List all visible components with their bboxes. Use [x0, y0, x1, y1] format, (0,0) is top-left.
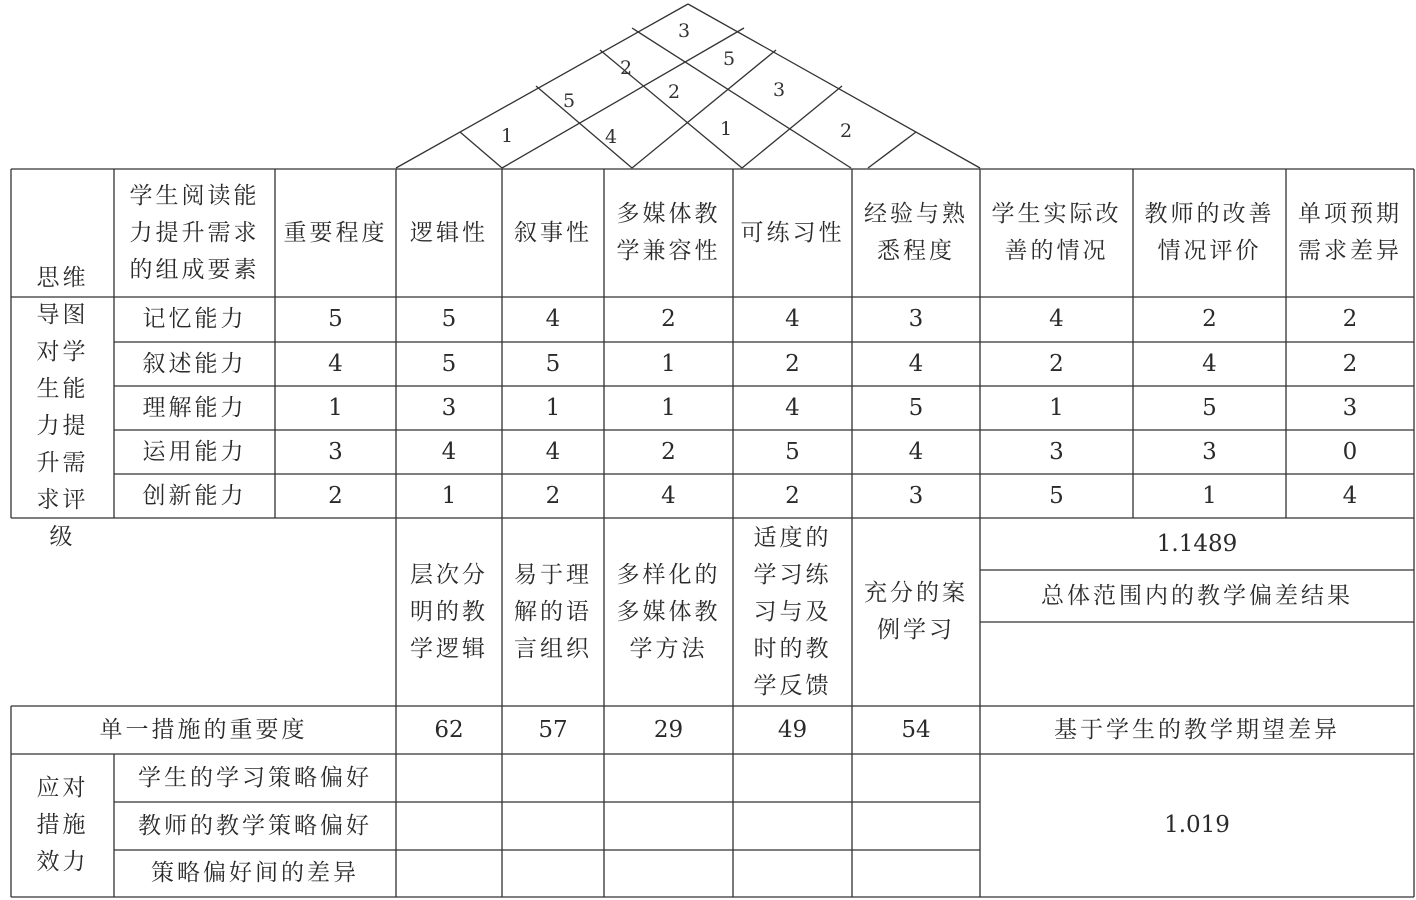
rating-value: 2 — [1049, 350, 1064, 377]
rating-value: 5 — [441, 306, 457, 332]
evaluation-header: 单项预期需求差异 — [1298, 201, 1402, 264]
rating-value: 3 — [908, 306, 924, 332]
technical-header: 逻辑性 — [410, 219, 488, 246]
rating-value: 1 — [545, 394, 561, 421]
rating-value: 2 — [661, 306, 676, 332]
requirement-row-label: 记忆能力 — [142, 306, 247, 332]
rating-value: 1 — [661, 394, 676, 421]
measure-importance-value: 57 — [538, 716, 568, 743]
evaluation-header: 教师的改善情况评价 — [1144, 201, 1275, 264]
measure-label: 充分的案例学习 — [864, 580, 968, 643]
rating-group-label: 思维导图对学生能力提升需求评级 — [36, 264, 89, 550]
technical-header: 叙事性 — [514, 219, 592, 246]
rating-value: 5 — [328, 306, 343, 332]
rating-value: 4 — [1202, 350, 1217, 377]
measure-label: 多样化的多媒体教学方法 — [616, 561, 721, 662]
rating-value: 4 — [545, 306, 561, 332]
rating-value: 2 — [785, 482, 800, 509]
rating-value: 2 — [328, 482, 343, 509]
rating-value: 3 — [1049, 438, 1064, 465]
rating-value: 2 — [545, 482, 561, 509]
rating-value: 4 — [545, 438, 561, 465]
roof-value: 5 — [562, 90, 576, 112]
roof-value: 1 — [719, 118, 733, 140]
rating-value: 1 — [1049, 394, 1064, 421]
requirement-row-label: 创新能力 — [142, 482, 247, 509]
roof-value: 5 — [722, 48, 736, 70]
rating-value: 4 — [785, 306, 800, 332]
requirement-header: 学生阅读能力提升需求的组成要素 — [129, 182, 260, 283]
rating-value: 4 — [1049, 306, 1064, 332]
roof-value: 3 — [772, 79, 786, 101]
rating-value: 5 — [441, 350, 457, 377]
rating-value: 3 — [441, 394, 457, 421]
rating-value: 2 — [1342, 306, 1358, 332]
preference-row-label: 教师的教学策略偏好 — [138, 812, 372, 839]
roof-value: 2 — [667, 81, 681, 103]
rating-value: 5 — [545, 350, 561, 377]
rating-value: 1 — [328, 394, 343, 421]
rating-value: 4 — [1342, 482, 1358, 509]
technical-header: 多媒体教学兼容性 — [616, 201, 721, 264]
rating-value: 5 — [908, 394, 924, 421]
rating-value: 4 — [908, 350, 924, 377]
measure-importance-label: 单一措施的重要度 — [99, 716, 308, 743]
rating-value: 2 — [1202, 306, 1217, 332]
importance-header: 重要程度 — [283, 219, 388, 246]
measure-label: 层次分明的教学逻辑 — [410, 561, 488, 662]
preference-row-label: 策略偏好间的差异 — [151, 860, 359, 886]
roof-value: 2 — [839, 120, 853, 142]
measure-importance-value: 54 — [901, 716, 931, 743]
requirement-row-label: 运用能力 — [142, 438, 247, 465]
rating-value: 5 — [785, 438, 800, 465]
overall-deviation-value: 1.1489 — [1156, 530, 1238, 557]
rating-value: 2 — [1342, 350, 1358, 377]
rating-value: 3 — [908, 482, 924, 509]
technical-header: 经验与熟悉程度 — [864, 201, 968, 264]
expectation-gap-value: 1.019 — [1164, 812, 1230, 838]
rating-value: 1 — [661, 350, 676, 377]
expectation-gap-label: 基于学生的教学期望差异 — [1054, 716, 1340, 743]
rating-value: 4 — [785, 394, 800, 421]
rating-value: 5 — [1049, 482, 1064, 509]
rating-value: 0 — [1342, 438, 1358, 465]
rating-value: 5 — [1202, 394, 1217, 421]
rating-value: 4 — [441, 438, 457, 465]
evaluation-header: 学生实际改善的情况 — [991, 201, 1122, 264]
roof-value: 1 — [500, 125, 514, 147]
preference-row-label: 学生的学习策略偏好 — [138, 764, 372, 791]
rating-value: 1 — [1202, 482, 1217, 509]
roof-value: 4 — [604, 126, 618, 148]
measure-importance-value: 49 — [777, 716, 808, 743]
rating-value: 3 — [328, 438, 343, 465]
rating-value: 3 — [1202, 438, 1217, 465]
measure-importance-value: 62 — [434, 716, 464, 743]
measure-importance-value: 29 — [653, 716, 684, 743]
measure-label: 适度的学习练习与及时的教学反馈 — [753, 524, 832, 699]
rating-value: 4 — [908, 438, 924, 465]
rating-value: 2 — [785, 350, 800, 377]
rating-value: 3 — [1342, 394, 1358, 421]
roof-value: 2 — [619, 57, 633, 79]
rating-value: 2 — [661, 438, 676, 465]
roof-value: 3 — [677, 20, 691, 42]
requirement-row-label: 理解能力 — [142, 394, 247, 421]
measure-label: 易于理解的语言组织 — [514, 561, 592, 662]
rating-value: 4 — [328, 350, 343, 377]
rating-value: 4 — [661, 482, 676, 509]
effectiveness-group-label: 应对措施效力 — [36, 775, 89, 875]
technical-header: 可练习性 — [740, 219, 845, 246]
overall-deviation-label: 总体范围内的教学偏差结果 — [1041, 582, 1353, 609]
requirement-row-label: 叙述能力 — [142, 350, 247, 377]
rating-value: 1 — [441, 482, 457, 509]
